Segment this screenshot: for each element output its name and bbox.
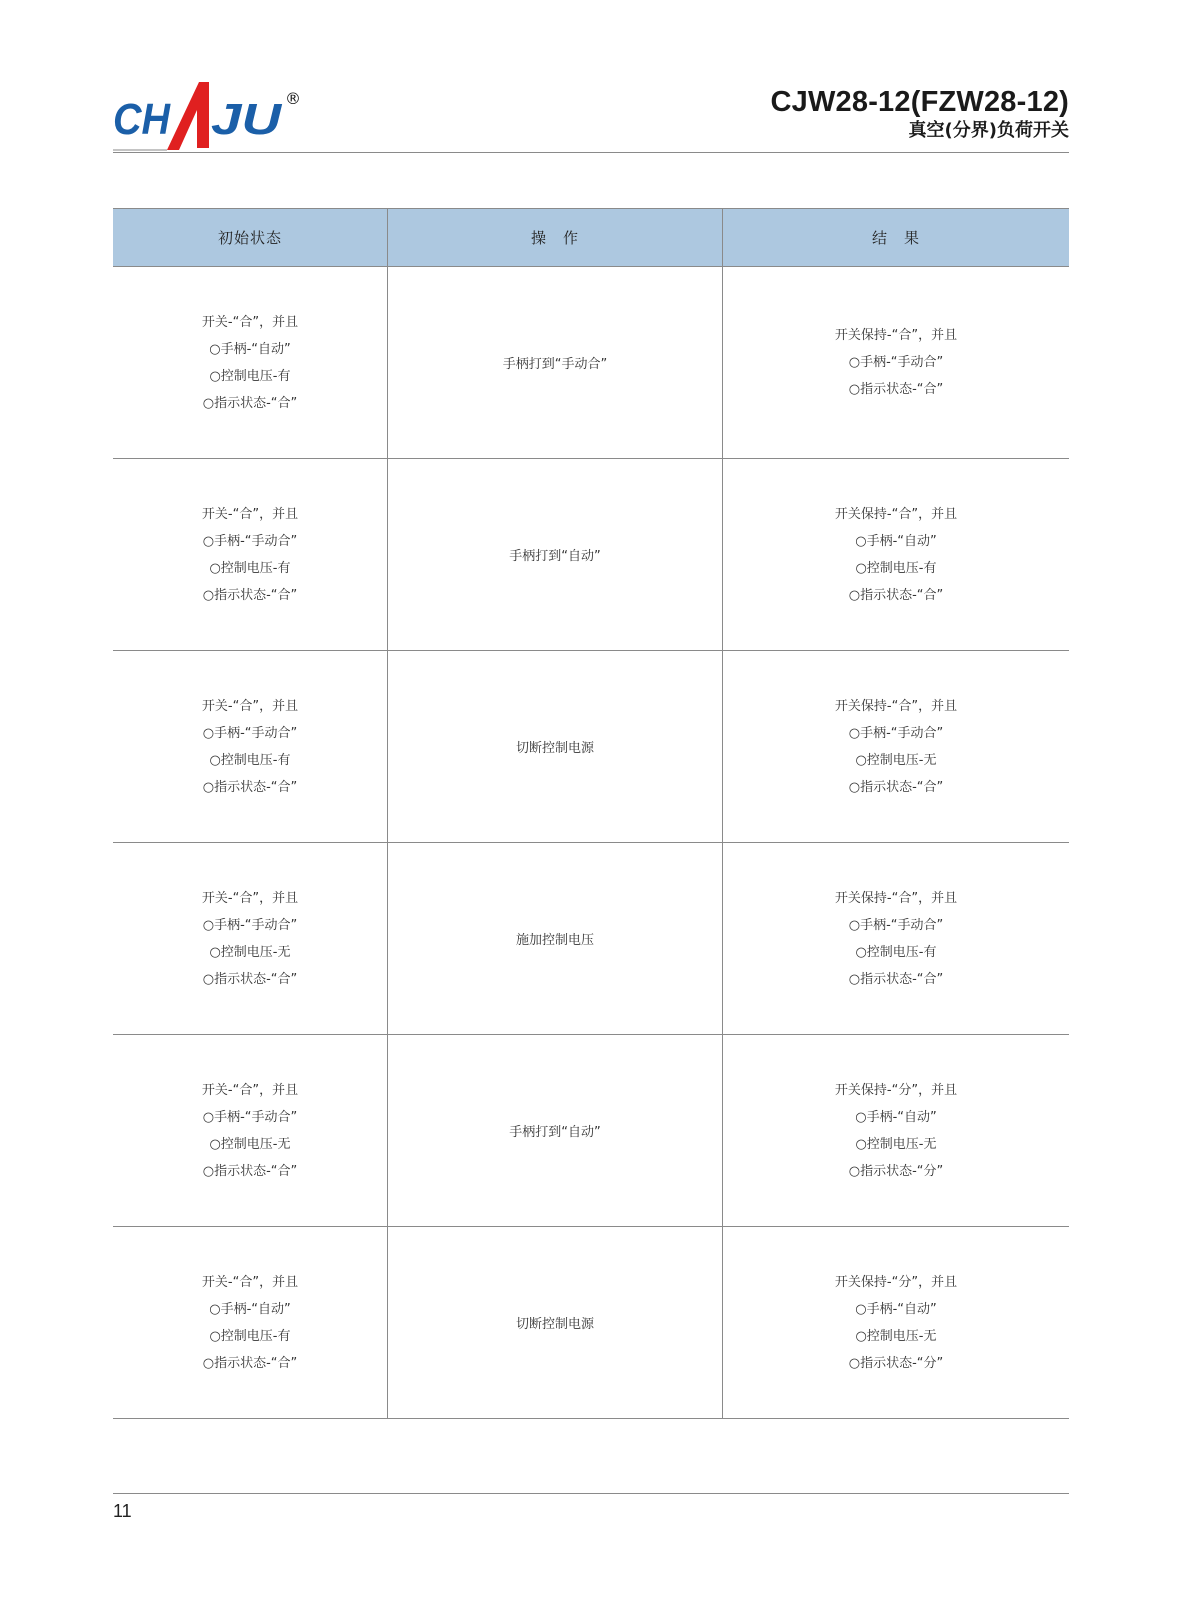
operation-cell [388,459,723,650]
result-cell [723,459,1069,650]
initial-state-line: ○指示状态-“合” [202,395,298,411]
operation-text: 手柄打到“手动合” [502,357,608,372]
initial-state-line: ○控制电压-有 [209,752,291,768]
footer-divider [113,1493,1069,1494]
registered-mark: ® [285,89,301,108]
initial-state-line: ○手柄-“手动合” [202,533,298,549]
operation-cell [388,843,723,1034]
result-line: 开关保持-“合”，并且 [834,698,958,714]
initial-state-line: 开关-“合”，并且 [201,314,299,330]
initial-state-line: 开关-“合”，并且 [201,698,299,714]
table-row [113,267,1069,459]
operation-text: 手柄打到“自动” [509,549,601,564]
initial-state-line: ○控制电压-有 [209,1328,291,1344]
product-subtitle: 真空(分界)负荷开关 [908,120,1069,141]
result-line: ○控制电压-有 [855,944,937,960]
result-line: ○手柄-“手动合” [848,917,944,933]
result-line: ○控制电压-无 [855,752,937,768]
operation-text: 切断控制电源 [515,1317,594,1332]
initial-state-line: ○控制电压-有 [209,368,291,384]
result-line: 开关保持-“合”，并且 [834,328,958,343]
initial-state-cell [113,843,388,1034]
initial-state-line: ○控制电压-无 [209,1136,291,1152]
initial-state-cell [113,459,388,650]
result-line: ○指示状态-“合” [848,587,944,603]
state-table [113,208,1069,1419]
result-line: ○指示状态-“分” [848,1163,944,1179]
initial-state-line: ○指示状态-“合” [202,1355,298,1371]
header-initial-state: 初始状态 [113,209,388,266]
header-divider [113,152,1069,153]
initial-state-line: ○手柄-“手动合” [202,1109,298,1125]
result-line: ○控制电压-无 [855,1328,937,1344]
title-block [771,86,1070,143]
result-line: ○手柄-“手动合” [848,355,944,370]
table-row [113,651,1069,843]
initial-state-line: ○手柄-“自动” [209,1301,291,1317]
result-line: ○手柄-“自动” [855,1109,937,1125]
result-line: ○手柄-“自动” [855,1301,937,1317]
model-title: CJW28-12(FZW28-12) [770,86,1069,118]
initial-state-cell [113,1035,388,1226]
svg-text:JU: JU [211,95,283,144]
initial-state-cell [113,267,388,458]
initial-state-line: ○指示状态-“合” [202,587,298,603]
operation-cell [388,1227,723,1418]
operation-cell [388,267,723,458]
result-line: 开关保持-“分”，并且 [834,1274,958,1290]
initial-state-line: ○指示状态-“合” [202,779,298,795]
result-line: ○控制电压-无 [855,1136,937,1152]
header-operation: 操 作 [388,209,723,266]
result-line: ○手柄-“手动合” [848,725,944,741]
operation-cell [388,1035,723,1226]
result-line: 开关保持-“合”，并且 [834,506,958,522]
table-body [113,267,1069,1419]
table-row [113,459,1069,651]
result-line: ○指示状态-“合” [848,382,944,397]
result-line: ○手柄-“自动” [855,533,937,549]
initial-state-line: ○手柄-“手动合” [202,917,298,933]
operation-text: 切断控制电源 [515,741,594,756]
initial-state-line: ○指示状态-“合” [202,1163,298,1179]
initial-state-line: ○指示状态-“合” [202,971,298,987]
result-line: ○指示状态-“合” [848,971,944,987]
page-header [113,78,1069,154]
result-cell [723,1227,1069,1418]
initial-state-line: 开关-“合”，并且 [201,506,299,522]
result-cell [723,1035,1069,1226]
table-row [113,1035,1069,1227]
table-header [113,208,1069,267]
initial-state-line: ○控制电压-无 [209,944,291,960]
svg-text:CH: CH [113,95,172,144]
initial-state-line: ○手柄-“自动” [209,341,291,357]
operation-cell [388,651,723,842]
initial-state-line: 开关-“合”，并且 [201,1082,299,1098]
result-line: ○控制电压-有 [855,560,937,576]
operation-text: 施加控制电压 [515,933,594,948]
result-cell [723,651,1069,842]
page-number: 11 [113,1501,132,1521]
initial-state-line: ○控制电压-有 [209,560,291,576]
chaju-logo [113,78,313,154]
result-cell [723,267,1069,458]
initial-state-cell [113,651,388,842]
header-result: 结 果 [871,229,920,247]
initial-state-line: 开关-“合”，并且 [201,890,299,906]
result-line: ○指示状态-“合” [848,779,944,795]
initial-state-cell [113,1227,388,1418]
result-line: 开关保持-“合”，并且 [834,890,958,906]
table-row [113,1227,1069,1419]
initial-state-line: 开关-“合”，并且 [201,1274,299,1290]
result-line: 开关保持-“分”，并且 [834,1082,958,1098]
result-line: ○指示状态-“分” [848,1355,944,1371]
result-cell [723,843,1069,1034]
operation-text: 手柄打到“自动” [509,1125,601,1140]
table-row [113,843,1069,1035]
initial-state-line: ○手柄-“手动合” [202,725,298,741]
